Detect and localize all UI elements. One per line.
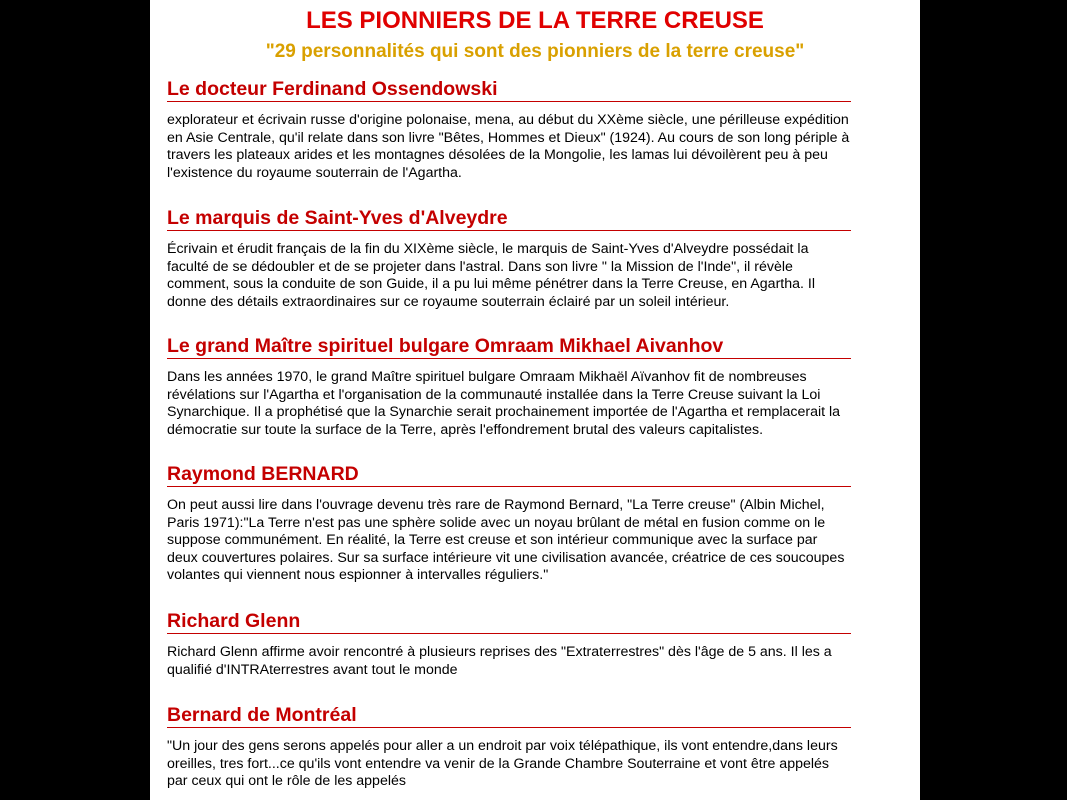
section-saint-yves: [167, 207, 851, 311]
section-montreal: [167, 704, 851, 791]
page-subtitle: "29 personnalités qui sont des pionniers de la terre creuse": [265, 41, 805, 62]
section-text: On peut aussi lire dans l'ouvrage devenu très rare de Raymond Bernard, "La Terre creuse" (Albin Michel, Paris 1971):"La Terre n'est pas une sphère solide avec un noyau brûlant de métal en fusion comme on le suppose communément. En réalité, la Terre est creuse et son intérieur communique avec la surface par deux couvertures polaires. Sur sa surface intérieure vit une civilisation avancée, créatrice de ces soucoupes volantes qui viennent nous espionner à intervalles réguliers.": [167, 497, 845, 583]
section-text: Dans les années 1970, le grand Maître spirituel bulgare Omraam Mikhaël Aïvanhov fit de nombreuses révélations sur l'Agartha et l'organisation de la communauté installée dans la Terre Creuse suivant la Loi Synarchique. Il a prophétisé que la Synarchie serait prochainement importée de l'Agartha et remplacerait la démocratie sur toute la surface de la Terre, après l'effondrement brutal des valeurs capitalistes.: [167, 369, 841, 438]
section-heading: Le docteur Ferdinand Ossendowski: [167, 78, 851, 102]
section-heading: Raymond BERNARD: [167, 463, 851, 487]
section-text: "Un jour des gens serons appelés pour aller a un endroit par voix télépathique, ils vont entendre,dans leurs oreilles, tres fort...ce qu'ils vont entendre va venir de la Grande Chambre Souterraine et vont être appelés par ceux qui ont le rôle de les appelés: [167, 738, 838, 789]
section-bernard: [167, 463, 851, 585]
page: [150, 0, 920, 800]
section-heading: Bernard de Montréal: [167, 704, 851, 728]
section-heading: Le marquis de Saint-Yves d'Alveydre: [167, 207, 851, 231]
section-glenn: [167, 610, 851, 679]
page-title: LES PIONNIERS DE LA TERRE CREUSE: [306, 7, 764, 34]
section-heading: Le grand Maître spirituel bulgare Omraam Mikhael Aivanhov: [167, 335, 851, 359]
section-aivanhov: [167, 335, 851, 439]
section-heading: Richard Glenn: [167, 610, 851, 634]
section-text: Écrivain et érudit français de la fin du XIXème siècle, le marquis de Saint-Yves d'Alveydre possédait la faculté de se dédoubler et de se projeter dans l'astral. Dans son livre " la Mission de l'Inde", il révèle comment, sous la conduite de son Guide, il a pu lui même pénétrer dans la Terre Creuse, en Agartha. Il donne des détails extraordinaires sur ce royaume souterrain éclairé par un soleil intérieur.: [167, 241, 815, 310]
section-ossendowski: [167, 78, 851, 182]
section-text: explorateur et écrivain russe d'origine polonaise, mena, au début du XXème siècle, une périlleuse expédition en Asie Centrale, qu'il relate dans son livre "Bêtes, Hommes et Dieux" (1924). Au cours de son long périple à travers les plateaux arides et les montagnes désolées de la Mongolie, les lamas lui dévoilèrent peu à peu l'existence du royaume souterrain de l'Agartha.: [167, 112, 850, 181]
section-text: Richard Glenn affirme avoir rencontré à plusieurs reprises des "Extraterrestres" dès l'âge de 5 ans. Il les a qualifié d'INTRAterrestres avant tout le monde: [167, 644, 832, 678]
